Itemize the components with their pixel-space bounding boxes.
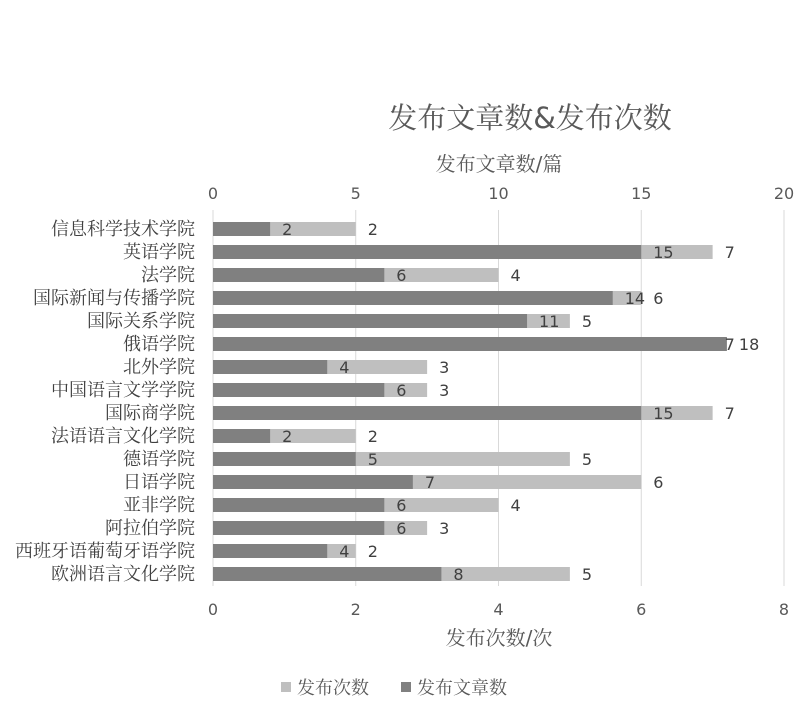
data-label-article-count: 15 [653, 404, 674, 423]
bar-article-count [213, 291, 613, 305]
data-label-article-count: 2 [282, 427, 293, 446]
data-label-article-count: 6 [396, 519, 407, 538]
data-label-article-count: 2 [282, 220, 293, 239]
data-label-publish-count: 7 [724, 404, 735, 423]
bottom-axis-ticks [208, 600, 789, 619]
data-label-publish-count: 2 [367, 427, 378, 446]
bar-article-count [213, 429, 270, 443]
legend-swatch-article-count [401, 682, 411, 692]
category-label: 俄语学院 [123, 334, 195, 355]
data-label-publish-count: 7 [724, 243, 735, 262]
category-label: 日语学院 [123, 472, 195, 493]
category-label: 阿拉伯学院 [105, 518, 195, 539]
category-label: 西班牙语葡萄牙语学院 [15, 541, 195, 562]
data-label-publish-count: 6 [653, 289, 664, 308]
category-label: 信息科学技术学院 [51, 219, 195, 240]
legend [281, 678, 507, 699]
bar-article-count [213, 337, 727, 351]
data-label-publish-count: 3 [439, 381, 450, 400]
top-axis-title: 发布文章数/篇 [435, 152, 563, 176]
data-label-publish-count: 5 [581, 450, 593, 469]
top-tick-label: 15 [631, 184, 652, 203]
bar-article-count [213, 521, 384, 535]
bar-article-count [213, 383, 384, 397]
bars [213, 222, 727, 581]
data-label-article-count: 6 [396, 381, 407, 400]
bar-article-count [213, 406, 641, 420]
bottom-tick-label: 2 [350, 600, 361, 619]
category-label: 法学院 [141, 265, 195, 286]
data-label-publish-count: 5 [581, 565, 593, 584]
data-label-article-count: 4 [339, 358, 350, 377]
top-tick-label: 5 [350, 184, 361, 203]
category-label: 北外学院 [123, 357, 195, 378]
top-tick-label: 20 [773, 184, 795, 203]
bar-article-count [213, 567, 441, 581]
category-label: 亚非学院 [123, 495, 195, 516]
category-label: 德语学院 [123, 449, 195, 470]
data-label-article-count: 4 [339, 542, 350, 561]
top-tick-label: 0 [207, 184, 219, 203]
bottom-tick-label: 8 [778, 600, 790, 619]
data-label-publish-count: 7 [724, 335, 735, 354]
category-label: 英语学院 [123, 242, 195, 263]
top-axis-ticks [208, 184, 794, 203]
data-label-publish-count: 6 [653, 473, 664, 492]
data-label-publish-count: 2 [367, 220, 378, 239]
category-label: 中国语言文学学院 [51, 380, 195, 401]
bar-article-count [213, 475, 413, 489]
bar-article-count [213, 268, 384, 282]
data-label-article-count: 14 [624, 289, 646, 308]
data-label-publish-count: 5 [581, 312, 593, 331]
bar-article-count [213, 452, 356, 466]
bottom-tick-label: 0 [207, 600, 219, 619]
data-label-publish-count: 4 [510, 496, 521, 515]
legend-swatch-publish-count [281, 682, 291, 692]
data-label-article-count: 7 [424, 473, 436, 492]
data-label-publish-count: 4 [510, 266, 521, 285]
data-label-publish-count: 3 [439, 519, 450, 538]
top-tick-label: 10 [488, 184, 509, 203]
category-label: 欧洲语言文化学院 [51, 564, 195, 585]
data-label-article-count: 8 [453, 565, 464, 584]
data-label-article-count: 18 [738, 335, 760, 354]
data-label-article-count: 11 [539, 312, 560, 331]
data-label-article-count: 15 [653, 243, 674, 262]
bar-article-count [213, 245, 641, 259]
category-label: 国际关系学院 [87, 311, 195, 332]
category-label: 国际商学院 [105, 403, 195, 424]
bar-article-count [213, 498, 384, 512]
data-label-publish-count: 3 [439, 358, 450, 377]
bar-article-count [213, 314, 527, 328]
chart-title: 发布文章数&发布次数 [388, 101, 672, 135]
bottom-tick-label: 6 [636, 600, 647, 619]
bar-article-count [213, 222, 270, 236]
legend-label-publish-count: 发布次数 [297, 678, 369, 699]
category-label: 国际新闻与传播学院 [33, 288, 195, 309]
legend-label-article-count: 发布文章数 [417, 678, 507, 699]
data-label-article-count: 5 [367, 450, 378, 469]
data-label-article-count: 6 [396, 266, 407, 285]
bottom-tick-label: 4 [493, 600, 504, 619]
category-label: 法语语言文化学院 [51, 426, 195, 447]
data-label-article-count: 6 [396, 496, 407, 515]
bottom-axis-title: 发布次数/次 [445, 626, 553, 650]
data-label-publish-count: 2 [367, 542, 378, 561]
category-labels [15, 219, 195, 585]
bar-article-count [213, 360, 327, 374]
bar-article-count [213, 544, 327, 558]
